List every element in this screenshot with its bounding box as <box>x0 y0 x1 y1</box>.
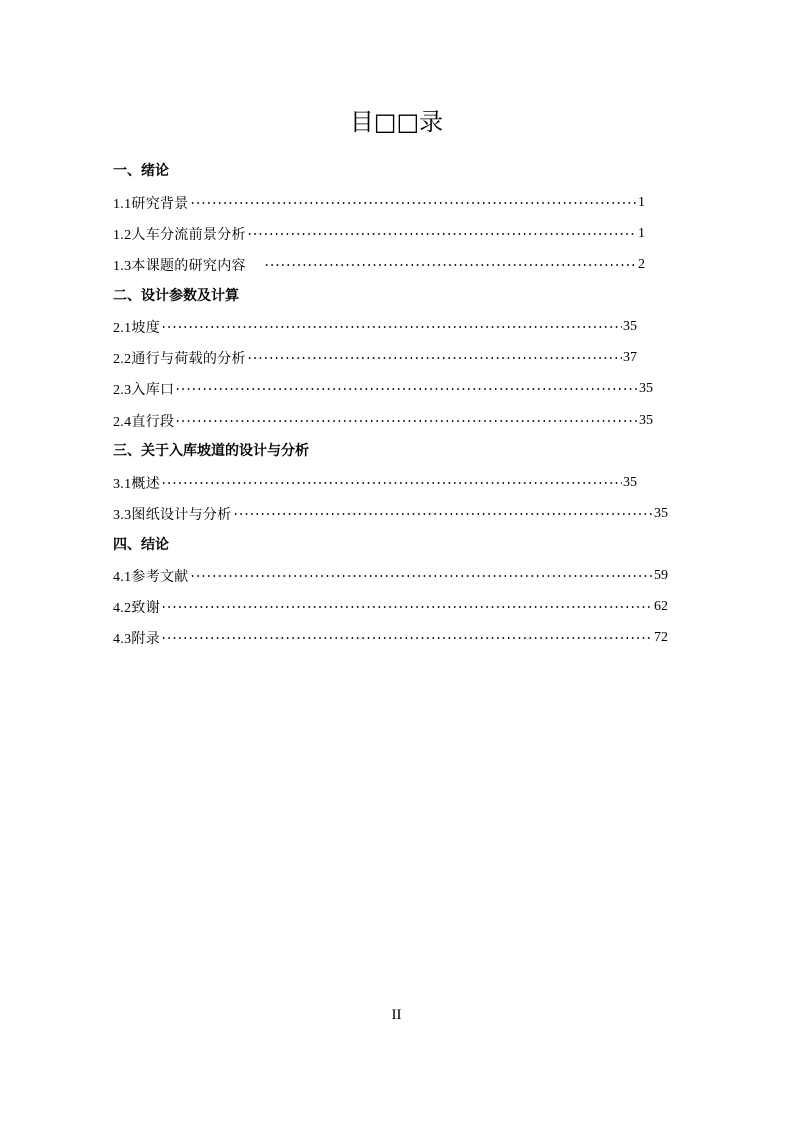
toc-entry-page: 2 <box>638 256 645 272</box>
dot-leader <box>247 231 637 237</box>
toc-entry <box>113 218 645 249</box>
toc-entry-label: 1.1研究背景 <box>113 196 189 212</box>
dot-leader <box>247 355 622 361</box>
toc-entry-page: 1 <box>638 194 645 210</box>
dot-leader <box>264 262 637 268</box>
toc-entry-label: 2.4直行段 <box>113 414 175 430</box>
toc-entry-page: 35 <box>639 412 653 428</box>
toc-entry-label: 2.3入库口 <box>113 383 175 399</box>
toc-entry <box>113 467 637 498</box>
toc-entry-label: 2.1坡度 <box>113 321 160 337</box>
toc-entry-label: 4.1参考文献 <box>113 570 189 586</box>
dot-leader <box>190 573 653 579</box>
toc-entry-label: 1.2人车分流前景分析 <box>113 227 246 243</box>
toc-section-heading: 三、关于入库坡道的设计与分析 <box>113 443 309 460</box>
dot-leader <box>190 200 637 206</box>
toc-entry <box>113 498 668 529</box>
toc-entry-page: 72 <box>654 630 668 646</box>
toc-entry <box>113 592 668 623</box>
toc-entry <box>113 343 637 374</box>
toc-section-heading: 二、设计参数及计算 <box>113 287 239 304</box>
toc-entry <box>113 187 645 218</box>
toc-entry <box>113 561 668 592</box>
dot-leader <box>233 511 654 517</box>
toc-entry-label: 2.2通行与荷载的分析 <box>113 352 246 368</box>
toc-entry <box>113 405 653 436</box>
toc-entry-page: 35 <box>639 381 653 397</box>
toc-entry-label: 1.3本课题的研究内容 <box>113 258 246 274</box>
toc-entry <box>113 623 668 654</box>
toc-entry-label: 3.3图纸设计与分析 <box>113 507 232 523</box>
toc-entry-page: 59 <box>654 568 668 584</box>
dot-leader <box>161 480 622 486</box>
dot-leader <box>175 418 638 424</box>
toc-entry-page: 35 <box>623 319 637 335</box>
toc-entry-label: 3.1概述 <box>113 476 160 492</box>
toc-entry <box>113 249 645 280</box>
toc-entry-label: 4.2致谢 <box>113 601 160 617</box>
table-of-contents <box>113 156 713 654</box>
page-number: II <box>391 1007 402 1023</box>
dot-leader <box>161 635 653 641</box>
dot-leader <box>161 324 622 330</box>
toc-section-heading: 一、绪论 <box>113 163 169 179</box>
toc-title: 目□□录 <box>349 108 444 136</box>
toc-entry-page: 35 <box>654 505 668 521</box>
toc-entry-page: 62 <box>654 599 668 615</box>
toc-entry <box>113 374 653 405</box>
toc-entry-page: 1 <box>638 225 645 241</box>
toc-entry-label: 4.3附录 <box>113 632 160 648</box>
toc-section-heading: 四、结论 <box>113 536 169 553</box>
toc-entry-page: 37 <box>623 350 637 366</box>
toc-entry <box>113 312 637 343</box>
dot-leader <box>161 604 653 610</box>
dot-leader <box>175 386 638 392</box>
toc-entry-page: 35 <box>623 474 637 490</box>
